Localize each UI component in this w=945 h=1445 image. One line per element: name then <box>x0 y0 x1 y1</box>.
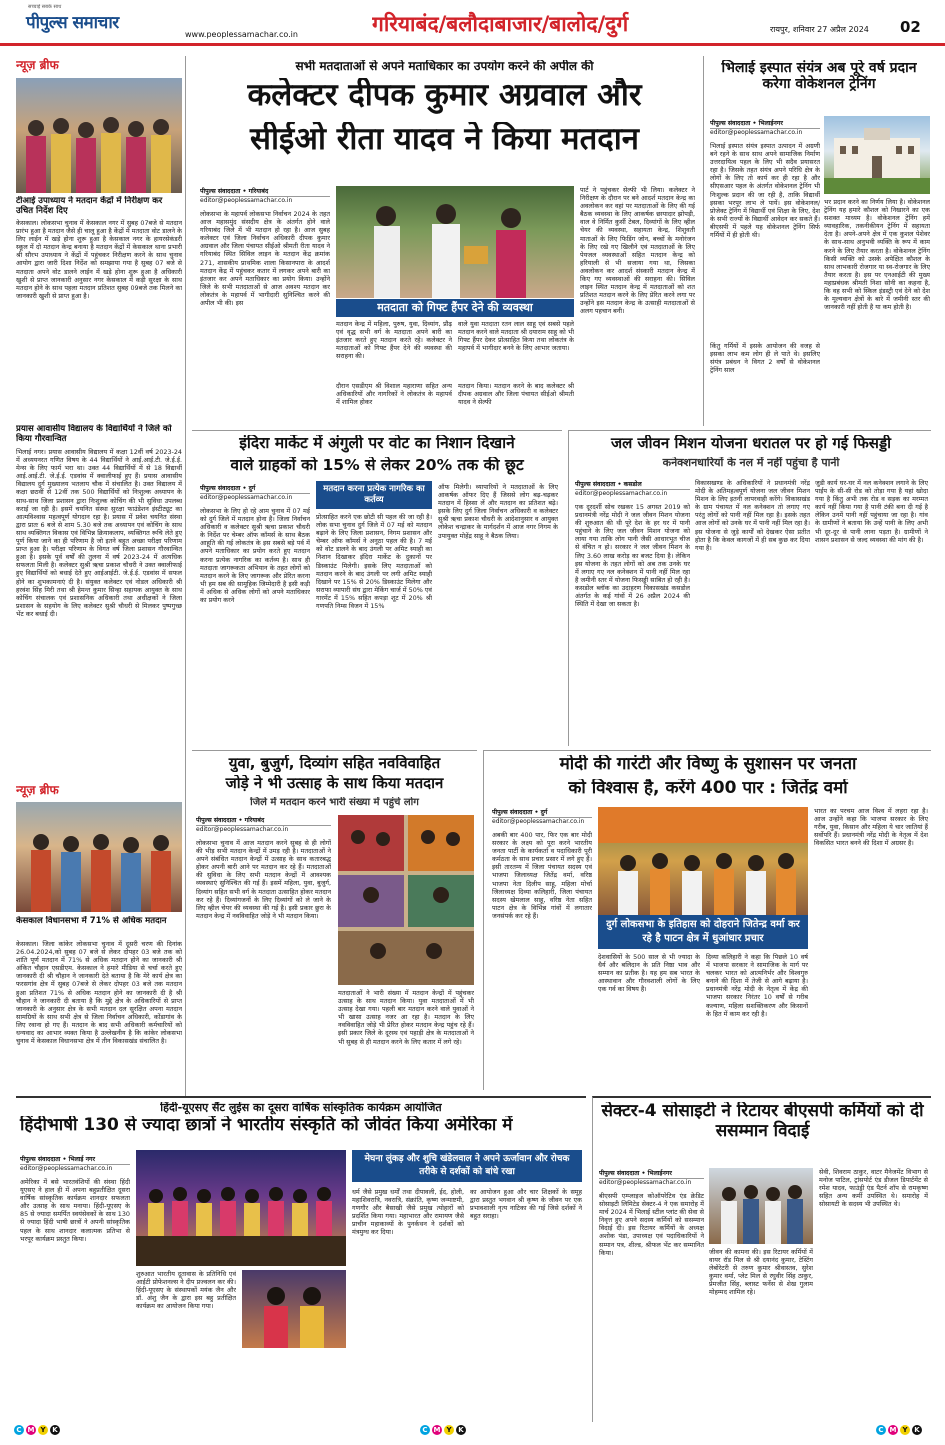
modi-story <box>483 750 931 1090</box>
voters-text-2: मतदाताओं ने भारी संख्या में मतदान केन्द्रों में पहुंचकर उत्साह के साथ मतदान किया। युवा मतदाताओं में भी उत्साह देखा गया। पहली बार मतदान करने वाले युवाओं ने भी खासा उत्साह नजर आ रहा है। मतदान के लिए नवविवाहित जोड़े भी प्रेरित होकर मतदान केन्द्र पहुंच रहे हैं। इसी प्रकार जिले के दूरस्थ एवं पहाड़ी क्षेत्र के मतदाताओं ने भी सुबह से ही मतदान करने के लिए कतार में लगे रहे। <box>338 989 474 1046</box>
stage-performers-illustration <box>136 1150 346 1266</box>
website[interactable]: www.peoplessamachar.co.in <box>185 30 298 39</box>
jal-text-1: एक दूरदर्शी सोच रखकर 15 अगस्त 2019 को प्रधानमंत्री नरेंद्र मोदी ने जल जीवन मिशन योजना की शुरुआत की थी पूरे देश के हर घर में पानी पहुंचाने के लिए जल जीवन मिशन योजना को लाया गया ताकि लोग पानी जैसी आधारभूत चीज से वंचित न हो। सरकार ने जल जीवन मिशन के लिए 3.60 लाख करोड़ का बजट दिया है। लेकिन इस योजना के तहत लोगों को अब तक उनके घर में लगाए गए नल कनेक्शन में पानी नहीं मिल रहा है जमीनी स्तर में योजना फिसड्डी साबित हो रही है। कसडोल ब्लॉक का उदाहरण विकासखंड कसडोल अंतर्गत के कई गांवों में 26 अप्रैल 2024 की स्थिति में देखा जा सकता है। <box>575 503 690 609</box>
nri-stage-photo <box>136 1150 346 1266</box>
voters-collage-illustration <box>338 815 474 985</box>
bhilai-text-1: भिलाई इस्पात संयंत्र इस्पात उत्पादन में अग्रणी बने रहने के साथ साथ अपने सामाजिक निर्माण उत्तरदायित्व पहल के लिए भी सदैव प्रयासरत रहा है। जिसके तहत संयंत्र अपने परिधि क्षेत्र के लोगों के लिए तो कार्य कर ही रहा है और सीएसआर पहल के अंतर्गत वोकेशनल ट्रेनिंग भी निःशुल्क प्रदान की जा रही है, ताकि विद्यार्थी इसका भरपूर लाभ ले पायें। इस वोकेशनल/प्रोजेक्ट ट्रेनिंग में विद्यार्थी एवं शिक्षा के लिए, देश के सभी राज्यों के विद्यार्थी आवेदन कर सकते हैं। बीएसपी में पहले यह वोकेशनल ट्रेनिंग सिर्फ गर्मियों में ही होती थी। <box>710 142 820 240</box>
campaign-photo <box>598 807 808 915</box>
lead-story <box>192 56 697 426</box>
date: रायपुर, शनिवार 27 अप्रैल 2024 <box>770 25 869 34</box>
brief-1-title: टीआई उपाध्याय ने मतदान केंद्रों में निरीक्षण कर उचित निर्देश दिए <box>16 196 163 216</box>
lead-headline-2: सीईओ रीता यादव ने किया मतदान <box>250 122 639 157</box>
brief-label-2: न्यूज़ ब्रीफ <box>16 783 59 797</box>
collector-gift-photo <box>336 186 574 298</box>
brief-1-text: केसकाल। लोकसभा चुनाव में केसकाल नगर में सुबह 07बजे से मतदान प्रारंभ हुआ है मतदान जैसे ही चालू हुआ है केंद्रों में मतदाता वोट डालने के लिए लाईन में खड़े होना शुरू हुआ है केसकाल नगर के हायरसेकंडरी स्कूल में दो मतदान केन्द्र बनाया है मतदान केंद्रों में केसकाल थाना प्रभारी श्री सौरभ उपाध्याय ने केंद्रों में पहुंचकर निरीक्षण करने के साथ चुनाव आयोग द्वारा जारी दिशा निर्देश को समझाया गया है सुबह 07 बजे से मतदाता अपने वोट डालने लाईन में खड़े होना शुरू हुआ है अधिकारी खुशी से प्राप्त जानकारी अनुसार नगर केसकाल में कड़ी सुरक्षा के साथ मतदान होने के साथ पहला मतदान प्रतिशत सुबह 09बजे तक मिलने का जानकारी खुशी से प्राप्त हुआ है। <box>16 219 182 300</box>
modi-caption: दुर्ग लोकसभा के इतिहास को दोहराने जितेन्द्र वर्मा कर रहे है पाटन क्षेत्र में धुआंधार प्रचार <box>598 915 808 949</box>
lead-col-2: पार्ट ने पहुंचकर सेल्फी भी लिया। कलेक्टर ने निरीक्षण के दौरान पर बने आदर्श मतदान केन्द्र का अवलोकन कर वहां पर मतदाताओं के लिए की गई बैठक व्यवस्था के लिए आकर्षक छायादार झोपड़ी, वाल वे निर्मित कुर्सी टेबल, दिव्यांगों के लिए व्हील चेयर की व्यवस्था, सहायता केन्द्र, शिशुवती माताओं के लिए फिडिंग जोन, बच्चों के मनोरंजन के लिए रखे गए खिलौने एवं मतदाताओं के लिए पेयजल व्यवस्थाओं सहित मतदान केन्द्र को हरियाली से भी सजाया गया था, जिसका अवलोकन कर आदर्श संस्कारी मतदान केन्द्र में किए गए व्यवस्थाओं की सराहना की। सिविल लाइन स्थित मतदान केन्द्र में मतदाताओं को शत प्रतिशत मतदान करने के लिए प्रेरित करने लगा पर उन्होंने इस मतदान केन्द्र के उत्साही मतदाताओं से अलग पहचान बनी। <box>580 186 695 316</box>
lead-photo-caption: मतदाता को गिफ्ट हैंपर देने की व्यवस्था <box>336 299 574 317</box>
logo <box>16 4 206 42</box>
voters-photo-grid <box>338 815 474 985</box>
voters-story <box>192 750 477 1090</box>
jal-headline: जल जीवन मिशन योजना धरातल पर हो गई फिसड्डी <box>611 435 891 452</box>
black-dot: K <box>50 1425 60 1435</box>
jal-text-3: जुडी कार्य घर-घर में नल कनेक्शन लगाने के लिए पाईप के सी-सी रोड को तोड़ा गया है यहां खोदा गया है किंतु अभी तक रोड व सड़क का मरम्मत कार्य नहीं किया गया है पानी टंकी बना दी गई है लेकिन उनमें पानी नहीं पहुंचाया जा रहा है। गांव के ग्रामीणों ने बताया कि उन्हें पानी के लिए अभी भी दूर-दूर से पानी लाना पड़ता है। ग्रामीणों ने शासन प्रशासन से जल्द व्यवस्था की मांग की है। <box>815 479 928 544</box>
magenta-dot: M <box>889 1426 897 1434</box>
sector4-text-1: बीएसपी एम्प्लाइज कोऑपरेटिव एंड क्रेडिट सोसाइटी लिमिटेड सेक्टर-4 ने एक समारोह में मार्च 2024 में भिलाई स्टील प्लांट की सेवा से निवृत्त हुए अपने सदस्य कर्मियों को ससम्मान विदाई दी। इस रिटायर कर्मियों के अध्यक्ष अशोक पंडा, उपाध्यक्ष एवं पदाधिकारियों ने सम्मान पत्र, शील्ड, श्रीफल भेंट कर सम्मानित किया। <box>599 1192 704 1257</box>
brief-2-title: प्रयास आवासीय विद्यालय के विद्यार्थियों ने जिले को किया गौरवान्वित <box>16 424 172 444</box>
voters-headline-1: युवा, बुजुर्ग, दिव्यांग सहित नवविवाहित <box>228 755 441 772</box>
magenta-dot: M <box>433 1426 441 1434</box>
modi-text-1: अबकी बार 400 पार, फिर एक बार मोदी सरकार के लक्ष्य को पूरा करने भारतीय जनता पार्टी के कार्यकर्ता व पदाधिकारी पूरी कर्मठता के साथ प्रचार प्रसार में लगे हुए हैं। इसी तारतम्य में जिला पंचायत सदस्य एवं भाजपा जिलाध्यक्ष जितेंद्र वर्मा, वरिष्ठ भाजपा नेता दिलीप साहू, महिला मोर्चा जिलाध्यक्ष दिव्या कलिहारी, जिला पंचायत सदस्य खेमलाल साहू, वरिष्ठ नेता सहित पाटन क्षेत्र के विभिन्न गांवों में लगातार जनसंपर्क कर रहे हैं। <box>492 831 592 920</box>
market-text-3: ऑफ मिलेगी। व्यापारियों ने मतदाताओं के लिए आकर्षक ऑफर दिए हैं जिससे लोग बढ़-चढ़कर मतदान में हिस्सा लें और मतदान का प्रतिशत बढ़े। इसके लिए दुर्ग जिला निर्वाचन अधिकारी व कलेक्टर सुश्री ऋचा प्रकाश चौधरी के आदेशानुसार व आयुक्त लोकेश चन्द्राकर के मार्गदर्शन में आज नगर निगम के उपायुक्त मोहेंद्र साहू ने बैठक लिया। <box>438 483 558 540</box>
masthead <box>0 0 945 46</box>
sector4-byline: पीपुल्स संवाददाता • भिलाईनगर <box>599 1168 704 1179</box>
logo-tagline: सच्चाई सबके साथ <box>28 4 62 10</box>
modi-headline-1: मोदी की गारंटी और विष्णु के सुशासन पर जनता <box>559 755 857 774</box>
nri-byline: पीपुल्स संवाददाता • भिलाई नगर <box>20 1154 130 1165</box>
brief-column <box>16 56 186 1096</box>
collector-group-illustration <box>336 186 574 298</box>
lead-caption-bottom-2: मतदान किया। मतदान करने के बाद कलेक्टर श्री दीपक अग्रवाल और जिला पंचायत सीईओ श्रीमती यादव ने सेल्फी <box>458 382 574 407</box>
voters-text-1: लोकसभा चुनाव में आज मतदान करने सुबह से ही लोगों की भीड़ सभी मतदान केन्द्रों में उमड़ रही है। मतदाताओं ने अपने संबंधित मतदान केन्द्रों में उत्साह के साथ कतारबद्ध होकर अपनी बारी आने पर मतदान कर रहे हैं। मतदाताओं की सुविधा के लिए सभी मतदान केन्द्रों में आवश्यक व्यवस्थाएं सुनिश्चित की गई हैं। इसमें महिला, युवा, बुजुर्ग, दिव्यांग सहित सभी वर्ग के मतदाता उत्साहित होकर मतदान कर रहे हैं। दिव्यांगजनों के लिए दिव्यांगों को ले जाने के लिए व्हील चेयर की व्यवस्था की गई है। इसी प्रकार छुरा के मतदान केन्द्र में नवविवाहित जोड़े ने भी मतदान किया। <box>196 839 331 920</box>
cyan-dot: C <box>420 1425 430 1435</box>
modi-text-4: भारत का परचम आज विश्व में लहरा रहा है। आज उन्होंने कहा कि भाजपा सरकार के लिए गरीब, युवा, किसान और महिला ये चार जातियां हैं सर्वोपरि हैं। प्रधानमंत्री नरेंद्र मोदी के नेतृत्व में देश विकसित भारत बनने की दिशा में अग्रसर है। <box>814 807 928 848</box>
region-title: गरियाबंद/बलौदाबाजार/बालोद/दुर्ग <box>372 12 629 36</box>
sector4-text-3: सेवी, शिवराम ठाकुर, वाटर मैनेजमेंट विभाग से मनोज पाटिल, ट्रांसपोर्ट एंड डीजल डिपार्टमेंट से रमेश यादव, फाउंड्री एंड पैटर्न शॉप से रामकृष्ण सहित अन्य कर्मी उपस्थित थे। समारोह में सोसायटी के सदस्य भी उपस्थित थे। <box>819 1168 928 1209</box>
nri-kicker: हिंदी-यूएसए सैंट लुईस का दूसरा वार्षिक सांस्कृतिक कार्यक्रम आयोजित <box>160 1102 442 1114</box>
cmyk-mark-bottom-left <box>14 1425 60 1435</box>
market-text-1: लोकसभा के लिए हो रहे आम चुनाव में 07 मई को दुर्ग जिले में मतदान होना है। जिला निर्वाचन अधिकारी व कलेक्टर सुश्री ऋचा प्रकाश चौधरी के निर्देश पर चेम्बर ऑफ कॉमर्स के साथ बैठक आहूति की गई लोकतंत्र के इस सबसे बड़े पर्व में अपने मताधिकार का प्रयोग करते हुए मतदान करना प्रत्येक नागरिक का कर्तव्य है। साथ ही मतदाता जागरूकता अभियान के तहत लोगों को मतदान करने के लिए जागरूक और प्रेरित करना भी हम सब की सामूहिक जिम्मेदारी है इसी कड़ी में अधिक से अधिक लोगों को अपने मताधिकार का प्रयोग करने <box>200 507 310 605</box>
lead-col-1: लोकसभा के महापर्व लोकसभा निर्वाचन 2024 के तहत आज महासमुंद संसदीय क्षेत्र के अंतर्गत होने वाले गरियाबंद जिले में भी मतदान हो रहा है। आज सुबह कलेक्टर एवं जिला निर्वाचन अधिकारी दीपक कुमार अग्रवाल और जिला पंचायत सीईओ श्रीमती रीता यादव ने गरियाबंद स्थित सिविल लाइन के मतदान केंद्र क्रमांक 271, शासकीय प्राथमिक शाला किसानपारा के आदर्श मतदान केंद्र में पहुंचकर कतार में लगकर अपने बारी का इंतजार कर अपने मताधिकार का प्रयोग किया। उन्होंने जिले के सभी मतदाताओं से आज अवश्य मतदान कर लोकतंत्र के महापर्व में भागीदारी सुनिश्चित करने की अपील भी की। इस <box>200 210 330 308</box>
modi-byline: पीपुल्स संवाददाता • दुर्ग <box>492 807 592 818</box>
voters-email[interactable]: editor@peoplessamachar.co.in <box>196 826 289 833</box>
market-headline-2: वाले ग्राहकों को 15% से लेकर 20% तक की छूट <box>230 457 524 474</box>
yellow-dot: Y <box>38 1425 48 1435</box>
building-illustration <box>824 116 930 194</box>
market-story <box>192 430 562 746</box>
nri-email[interactable]: editor@peoplessamachar.co.in <box>20 1165 113 1172</box>
page-number: 02 <box>900 18 921 36</box>
modi-text-3: दिव्या कलिहारी ने कहा कि पिछले 10 वर्ष में भाजपा सरकार ने सामाजिक के मार्ग पर चलकर भारत को आत्मनिर्भर और विश्वगुरु बनाने की दिशा में तेजी से आगे बढ़ाया है। प्रधानमंत्री नरेंद्र मोदी के नेतृत्व में केंद्र की भाजपा सरकार निरंतर 10 वर्षों से गरीब कल्याण, महिला सशक्तिकरण और किसानों के हित में काम कर रही है। <box>706 953 808 1018</box>
lead-caption-left: मतदान केन्द्र में महिला, पुरुष, युवा, दिव्यांग, प्रौढ़ एवं वृद्ध सभी वर्ग के मतदाता अपने बारी का इंतजार करते हुए मतदान करते रहे। कलेक्टर ने मतदाताओं को गिफ्ट हैंपर देने की व्यवस्था की सराहना की। <box>336 320 452 361</box>
market-box: मतदान करना प्रत्येक नागरिक का कर्तव्य <box>316 481 432 509</box>
black-dot: K <box>456 1425 466 1435</box>
sector4-story <box>592 1096 931 1422</box>
campaign-illustration <box>598 807 808 915</box>
market-email[interactable]: editor@peoplessamachar.co.in <box>200 494 293 501</box>
jal-story <box>568 430 931 746</box>
voters-headline-2: जोड़े ने भी उत्साह के साथ किया मतदान <box>225 775 444 792</box>
bhilai-headline: भिलाई इस्पात संयंत्र अब पूरे वर्ष प्रदान करेगा वोकेशनल ट्रेनिंग <box>721 60 917 93</box>
lead-caption-bottom-1: दौरान एसडीएम श्री विशाल महाराणा सहित अन्य अधिकारियों और नागरिकों ने लोकतंत्र के महापर्व में शामिल होकर <box>336 382 452 407</box>
modi-text-2: देशवासियों के 500 साल से भी ज्यादा के धैर्य और बलिदान के प्रति निष्ठा भाव और सम्मान का प्रतीक है। यह हम सब भारत के आस्थावान और गौरवशाली लोगों के लिए एक गर्व का विषय है। <box>598 953 700 994</box>
sector4-headline: सेक्टर-4 सोसाइटी ने रिटायर बीएसपी कर्मियों को दी ससम्मान विदाई <box>601 1102 924 1141</box>
market-text-2: प्रोत्साहित करने एक छोटी सी पहल की जा रही है। लोक सभा चुनाव दुर्ग जिले में 07 मई को मतदान बढ़ाने के लिए जिला प्रशासन, निगम प्रशासन और चेम्बर ऑफ कॉमर्स ने अनूठा पहल की है। 7 मई को वोट डालने के बाद उंगली पर अमिट स्याही का निशान दिखाकर इंदिरा मार्केट के दुकानों पर डिस्काउंट मिलेगी। इसके लिए मतदाताओं को मतदान करने के बाद उंगली पर लगी अमिट स्याही दिखाने पर 15% से 20% डिस्काउंट मिलेगा और सराफा व्यापारी संघ द्वारा मेकिंग चार्ज में 50% एवं गारमेंट में 15% सहित कपड़ा शूट में 20% श्री गणपति निम्स विजन में 15% <box>316 513 432 611</box>
brief-label: न्यूज़ ब्रीफ <box>16 58 59 72</box>
nri-headline: हिंदीभाषी 130 से ज्यादा छात्रों ने भारतीय संस्कृति को जीवंत किया अमेरिका में <box>20 1116 513 1135</box>
lead-caption-right: वाले युवा मतदाता रतन लाल साहू एवं सबसे पहले मतदान करने वाले मतदाता श्री दयाराम साहू को भी गिफ्ट हैंपर देकर प्रोत्साहित किया तथा लोकतंत्र के महापर्व में भागीदार बनने के लिए आभार जताया। <box>458 320 574 353</box>
lead-headline-1: कलेक्टर दीपक कुमार अग्रवाल और <box>247 78 642 113</box>
cmyk-mark-bottom-center <box>420 1425 466 1435</box>
nri-box: मेघना लुंकड़ और शुचि खंडेलवाल ने अपने ऊर्जावान और रोचक तरीके से दर्शकों को बांधे रखा <box>352 1150 582 1182</box>
bhilai-email[interactable]: editor@peoplessamachar.co.in <box>710 129 803 136</box>
bhilai-story <box>703 56 931 426</box>
modi-email[interactable]: editor@peoplessamachar.co.in <box>492 818 585 825</box>
modi-headline-2: को विश्वास है, करेंगे 400 पार : जितेंद्र वर्मा <box>568 779 848 798</box>
hosts-illustration <box>242 1270 346 1348</box>
cmyk-mark-bottom-right <box>876 1425 922 1435</box>
yellow-dot: Y <box>900 1425 910 1435</box>
nri-text-2: शुरुआत भारतीय दूतावास के प्रतिनिधि एवं आईटी प्रोफेशनल्स ने दीप प्रज्वलन कर की। हिंदी-यूएसए के संस्थापकों मयंक जैन और डॉ. अंशु जैन के द्वारा इस बहु प्रतीक्षित कार्यक्रम का आयोजन किया गया। <box>136 1270 236 1311</box>
lead-kicker: सभी मतदाताओं से अपने मताधिकार का उपयोग करने की अपील की <box>295 60 594 73</box>
bhilai-byline: पीपुल्स संवाददाता • भिलाईनगर <box>710 118 820 129</box>
bhilai-text-3: भर प्रदान करने का निर्णय लिया है। वोकेशनल ट्रेनिंग यह हमारे कौशल को निखारने का एक सशक्त माध्यम है। वोकेशनल ट्रेनिंग हमें व्यावहारिक, तकनीकीयन ट्रेनिंग में सहायता देता है। अपने-अपने क्षेत्र में एक कुशल पेशेवर के साथ-साथ अनुभवी व्यक्ति के रूप में काम करने के लिए तैयार करता है। वोकेशनल ट्रेनिंग किसी व्यक्ति को उसके अपेक्षित कौशल के साथ लाभकारी रोजगार या स्व-रोजगार के लिए तैयार करता है। इस पर एनआईटी की मुख्य महाप्रबंधक श्रीमती निशा सोनी का कहना है, कि वह सभी को स्किल इंडस्ट्री एवं देने को देश के मूल्यवान क्षेत्रों के बारे में जमीनी स्तर की जानकारी नहीं होती है या कम होती है। <box>824 198 930 312</box>
crowd-illustration <box>16 78 182 193</box>
sector4-ceremony-photo <box>709 1168 813 1244</box>
voters-queue-photo <box>16 78 182 193</box>
voters-line-illustration <box>16 802 182 912</box>
bhilai-building-photo <box>824 116 930 194</box>
market-byline: पीपुल्स संवाददाता • दुर्ग <box>200 483 310 494</box>
jal-text-2: विकासखण्ड के अधिकारियों ने प्रधानमंत्री नरेंद्र मोदी के अतिमहत्वपूर्ण योजना जल जीवन मिशन मिशन के लिए इतनी लापरवाही करेंगे। विकासखंड के ग्राम पंचायत में नल कनेक्शन तो लगाए गए परंतु लोगों को पानी नहीं मिल रहा है। इसके तहत आज लोगों को उनके घर में पानी नहीं मिल रहा है। इस योजना से जुड़े कार्यों को देखकर ऐसा प्रतीत होता है कि केवल कागजों में ही सब कुछ कर दिया गया है। <box>695 479 810 552</box>
nri-text-3: धर्म जैसे प्रमुख धर्मों तथा दीपावली, ईद, होली, महाशिवरात्रि, नवरात्रि, संक्रांति, कृष्ण जन्माष्टमी, गणगौर और बैसाखी जैसे प्रमुख त्योहारों को प्रदर्शित किया गया। महाभारत और रामायण जैसे प्राचीन महाकाव्यों के पुनर्कथन ने दर्शकों को मंत्रमुग्ध कर दिया। <box>352 1188 464 1237</box>
magenta-dot: M <box>27 1426 35 1434</box>
ceremony-illustration <box>709 1168 813 1244</box>
brief-2-text: भिलाई नगर। प्रयास आवासीय विद्यालय में कक्षा 12वीं वर्ष 2023-24 में अध्ययनरत गणित विषय के 44 विद्यार्थियों ने आई.आई.टी. जे.ई.ई. मेन्स के लिए फार्म भरा था। उक्त 44 विद्यार्थियों में से 18 विद्यार्थी आई.आई.टी. जे.ई.ई. एडवांस में क्वालीफाई हुए हैं। प्रयास आवासीय विद्यालय दुर्ग मुख्यालय भतलाय चौक में संचालित है। उक्त विद्यालय में कक्षा छठवीं से 12वीं तक 500 विद्यार्थियों को निःशुल्क अध्यापन के साथ-साथ जिला प्रशासन द्वारा निःशुल्क कोचिंग की भी सुविधा उपलब्ध कराई जा रही है। इसमें चयनित संस्था सुरक्षा फाउंडेशन इंस्टीट्यूट का आत्मविश्वास महत्वपूर्ण योगदान रहा है। प्रयास में प्रवेश चयनित संस्था द्वारा प्रातः 6 बजे से शाम 5.30 बजे तक अध्यापन एवं कोचिंग के साथ साथ व्यक्तिगत विकास एवं विभिन्न क्रियाकलाप, व्यक्तिगत रूचि लेते हुए पूर्ण किया जाने का ही परिणाम है जो इतने बहुत अच्छा परीक्षा परिणाम प्राप्त हुआ है। परीक्षा परिणाम के विगत वर्ष जिला प्रशासन गौरवान्वित हुआ है। इसके पूर्व वर्षों की तुलना में वर्ष 2023-24 में अत्यधिक सफलता मिली है। कलेक्टर सुश्री ऋचा प्रकाश चौधरी ने उक्त क्वालीफाई हुए विद्यार्थियों को बधाई देते हुए आईआईटी. जे.ई.ई. एडवांस में सफल होने का शुभकामनाएं दी है। संयुक्त कलेक्टर एवं नोडल अधिकारी श्री हरवंश सिंह मिरी तथा श्री हेमन्त कुमार सिन्हा सहायक आयुक्त के साथ कोचिंग संचालक एवं प्रशासनिक अधिकारी तथा अधीक्षकों ने जिला प्रशासन के सहयोग के लिए कलेक्टर सुश्री चौधरी से मिलकर पुष्पगुच्छ भेंट कर बधाई दी। <box>16 448 182 618</box>
logo-text: पीपुल्स समाचार <box>26 13 119 33</box>
bhilai-text-2: किंतु गर्मियों में इसके आयोजन की वजह से इसका लाभ कम लोग ही ले पाते थे। इसलिए संयंत्र प्रबंधन ने विगत 2 वर्षों से वोकेशनल ट्रेनिंग साल <box>710 342 820 375</box>
nri-text-4: का आयोजन हुआ और चार शिक्षकों के समूह द्वारा प्रस्तुत भगवान श्री कृष्ण के जीवन पर एक प्रभावशाली नृत्य नाटिका की गई जिसे दर्शकों ने बहुत सराहा। <box>470 1188 582 1221</box>
voters-byline: पीपुल्स संवाददाता • गरियाबंद <box>196 815 331 826</box>
cyan-dot: C <box>14 1425 24 1435</box>
yellow-dot: Y <box>444 1425 454 1435</box>
nri-story <box>16 1096 586 1422</box>
sector4-text-2: जीवन की कामना की। इस रिटायर कर्मियों में वायर रॉड मिल से श्री दयानंद कुमार, टेस्टिंग लेबोरेटरी से तरुण कुमार श्रीवास्तव, सुरेश कुमार वर्मा, प्लेट मिल से रघुवीर सिंह ठाकुर, प्रेमजीत सिंह, ब्लास्ट फर्नेस से शेख गुलाम मोहम्मद शामिल रहे। <box>709 1248 813 1297</box>
kesakal-voters-photo <box>16 802 182 912</box>
market-headline-1: इंदिरा मार्केट में अंगुली पर वोट का निशान दिखाने <box>239 435 515 452</box>
sector4-email[interactable]: editor@peoplessamachar.co.in <box>599 1179 692 1186</box>
black-dot: K <box>912 1425 922 1435</box>
brief-3-text: केसकाल। जिला कांकेर लोकसभा चुनाव में दूसरी चरण की दिनांक 26.04.2024,को सुबह 07 बजे से लेकर दोपहर 03 बजे तक को शांति पूर्ण मतदान में 71% से अधिक मतदान होने का जानकारी श्री अंकित चौहान एसडीएम. केसकाल ने हमारे मीडिया से चर्चा करते हुए जानकारी दी श्री चौहान ने जानकारी देते बताया है कि मेरे कार्य क्षेत्र का फरसगांव क्षेत्र में सुबह 07बजे से लेकर दोपहर 03 बजे तक मतदान हुआ प्रतिशत 71% से अधिक मतदान होने का जानकारी दी है श्री चौहान ने जानकारी दी बताया है कि मुद्दे क्षेत्र के अधिकारियों से प्राप्त जानकारी के अनुसार क्षेत्र के सभी मतदान दल सुरक्षित अपना मतदान सामग्रियों के साथ सभी क्षेत्र से जिला निर्वाचन अधिकारी, कोंडागांव के लिए रवाना हो गए हैं। मतदान के बाद सभी अधिकारी कर्मचारियों को धन्यवाद का आभार व्यक्त किया है उल्लेखनीय है कि कांकेर लोकसभा चुनाव में केसकाल विधानसभा क्षेत्र में तीन विकासखंड संचालित है। <box>16 940 182 1046</box>
jal-subheadline: कनेक्शनधारियों के नल में नहीं पहुंचा है पानी <box>662 457 840 469</box>
cyan-dot: C <box>876 1425 886 1435</box>
lead-byline: पीपुल्स संवाददाता • गरियाबंद <box>200 186 330 197</box>
jal-email[interactable]: editor@peoplessamachar.co.in <box>575 490 668 497</box>
lead-email[interactable]: editor@peoplessamachar.co.in <box>200 197 293 204</box>
jal-byline: पीपुल्स संवाददाता • कसडोल <box>575 479 690 490</box>
brief-3-title: केसकाल विधानसभा में 71% से अधिक मतदान <box>16 916 167 926</box>
voters-subheadline: जिले में मतदान करने भारी संख्या में पहुंचे लोग <box>250 797 419 808</box>
nri-hosts-photo <box>242 1270 346 1348</box>
nri-text-1: अमेरिका में बसे भारतवंशियों की संस्था हिंदी यूएसए ने हाल ही में अपना बहुप्रतीक्षित दूसरा वार्षिक सांस्कृतिक कार्यक्रम शानदार सफलता और उत्साह के साथ मनाया। हिंदी-यूएसए के 85 से ज्यादा समर्पित स्वयंसेवकों के साथ 130 से ज्यादा हिंदी भाषी छात्रों ने अपनी सांस्कृतिक पहल के साथ शानदार कलात्मक प्रतिभा से भरपूर कार्यक्रम प्रस्तुत किया। <box>20 1178 130 1243</box>
